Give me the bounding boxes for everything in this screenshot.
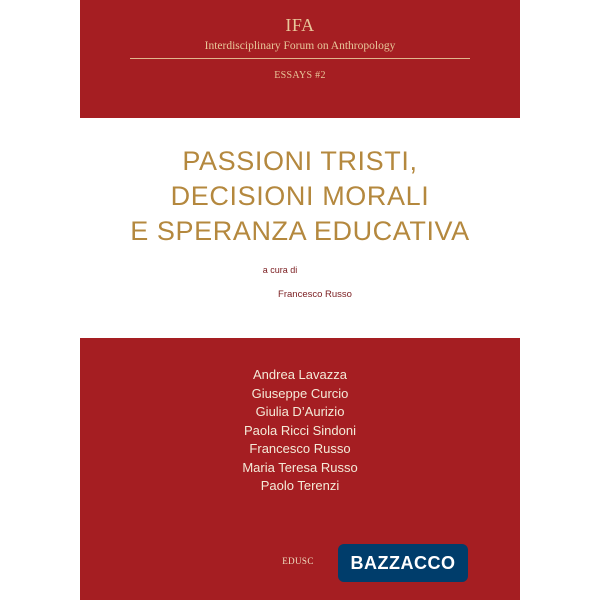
author-item: Francesco Russo xyxy=(249,441,351,456)
series-divider xyxy=(130,58,470,59)
author-item: Paola Ricci Sindoni xyxy=(243,422,356,438)
title-line-1: PASSIONI TRISTI, xyxy=(182,146,418,176)
book-title xyxy=(80,144,520,249)
title-line-2: DECISIONI MORALI xyxy=(170,181,430,211)
series-volume: ESSAYS #2 xyxy=(274,70,326,81)
author-item: Andrea Lavazza xyxy=(253,367,347,382)
title-line-3: E SPERANZA EDUCATIVA xyxy=(130,216,470,246)
editor-block xyxy=(80,264,520,301)
author-item: Maria Teresa Russo xyxy=(242,459,358,475)
series-header xyxy=(80,0,520,118)
editor-name: Francesco Russo xyxy=(278,289,352,300)
author-list xyxy=(80,366,520,496)
seller-badge: BAZZACCO xyxy=(338,544,468,582)
publisher-name: EDUSC xyxy=(282,556,314,566)
author-item: Giuseppe Curcio xyxy=(251,385,349,401)
series-acronym: IFA xyxy=(285,15,315,35)
series-full-name: Interdisciplinary Forum on Anthropology xyxy=(204,40,396,52)
book-cover xyxy=(80,0,520,600)
series-block xyxy=(120,14,480,83)
author-item: Paolo Terenzi xyxy=(260,478,340,493)
editor-label: a cura di xyxy=(262,265,298,275)
title-band xyxy=(80,118,520,338)
author-item: Giulia D’Aurizio xyxy=(255,404,345,419)
